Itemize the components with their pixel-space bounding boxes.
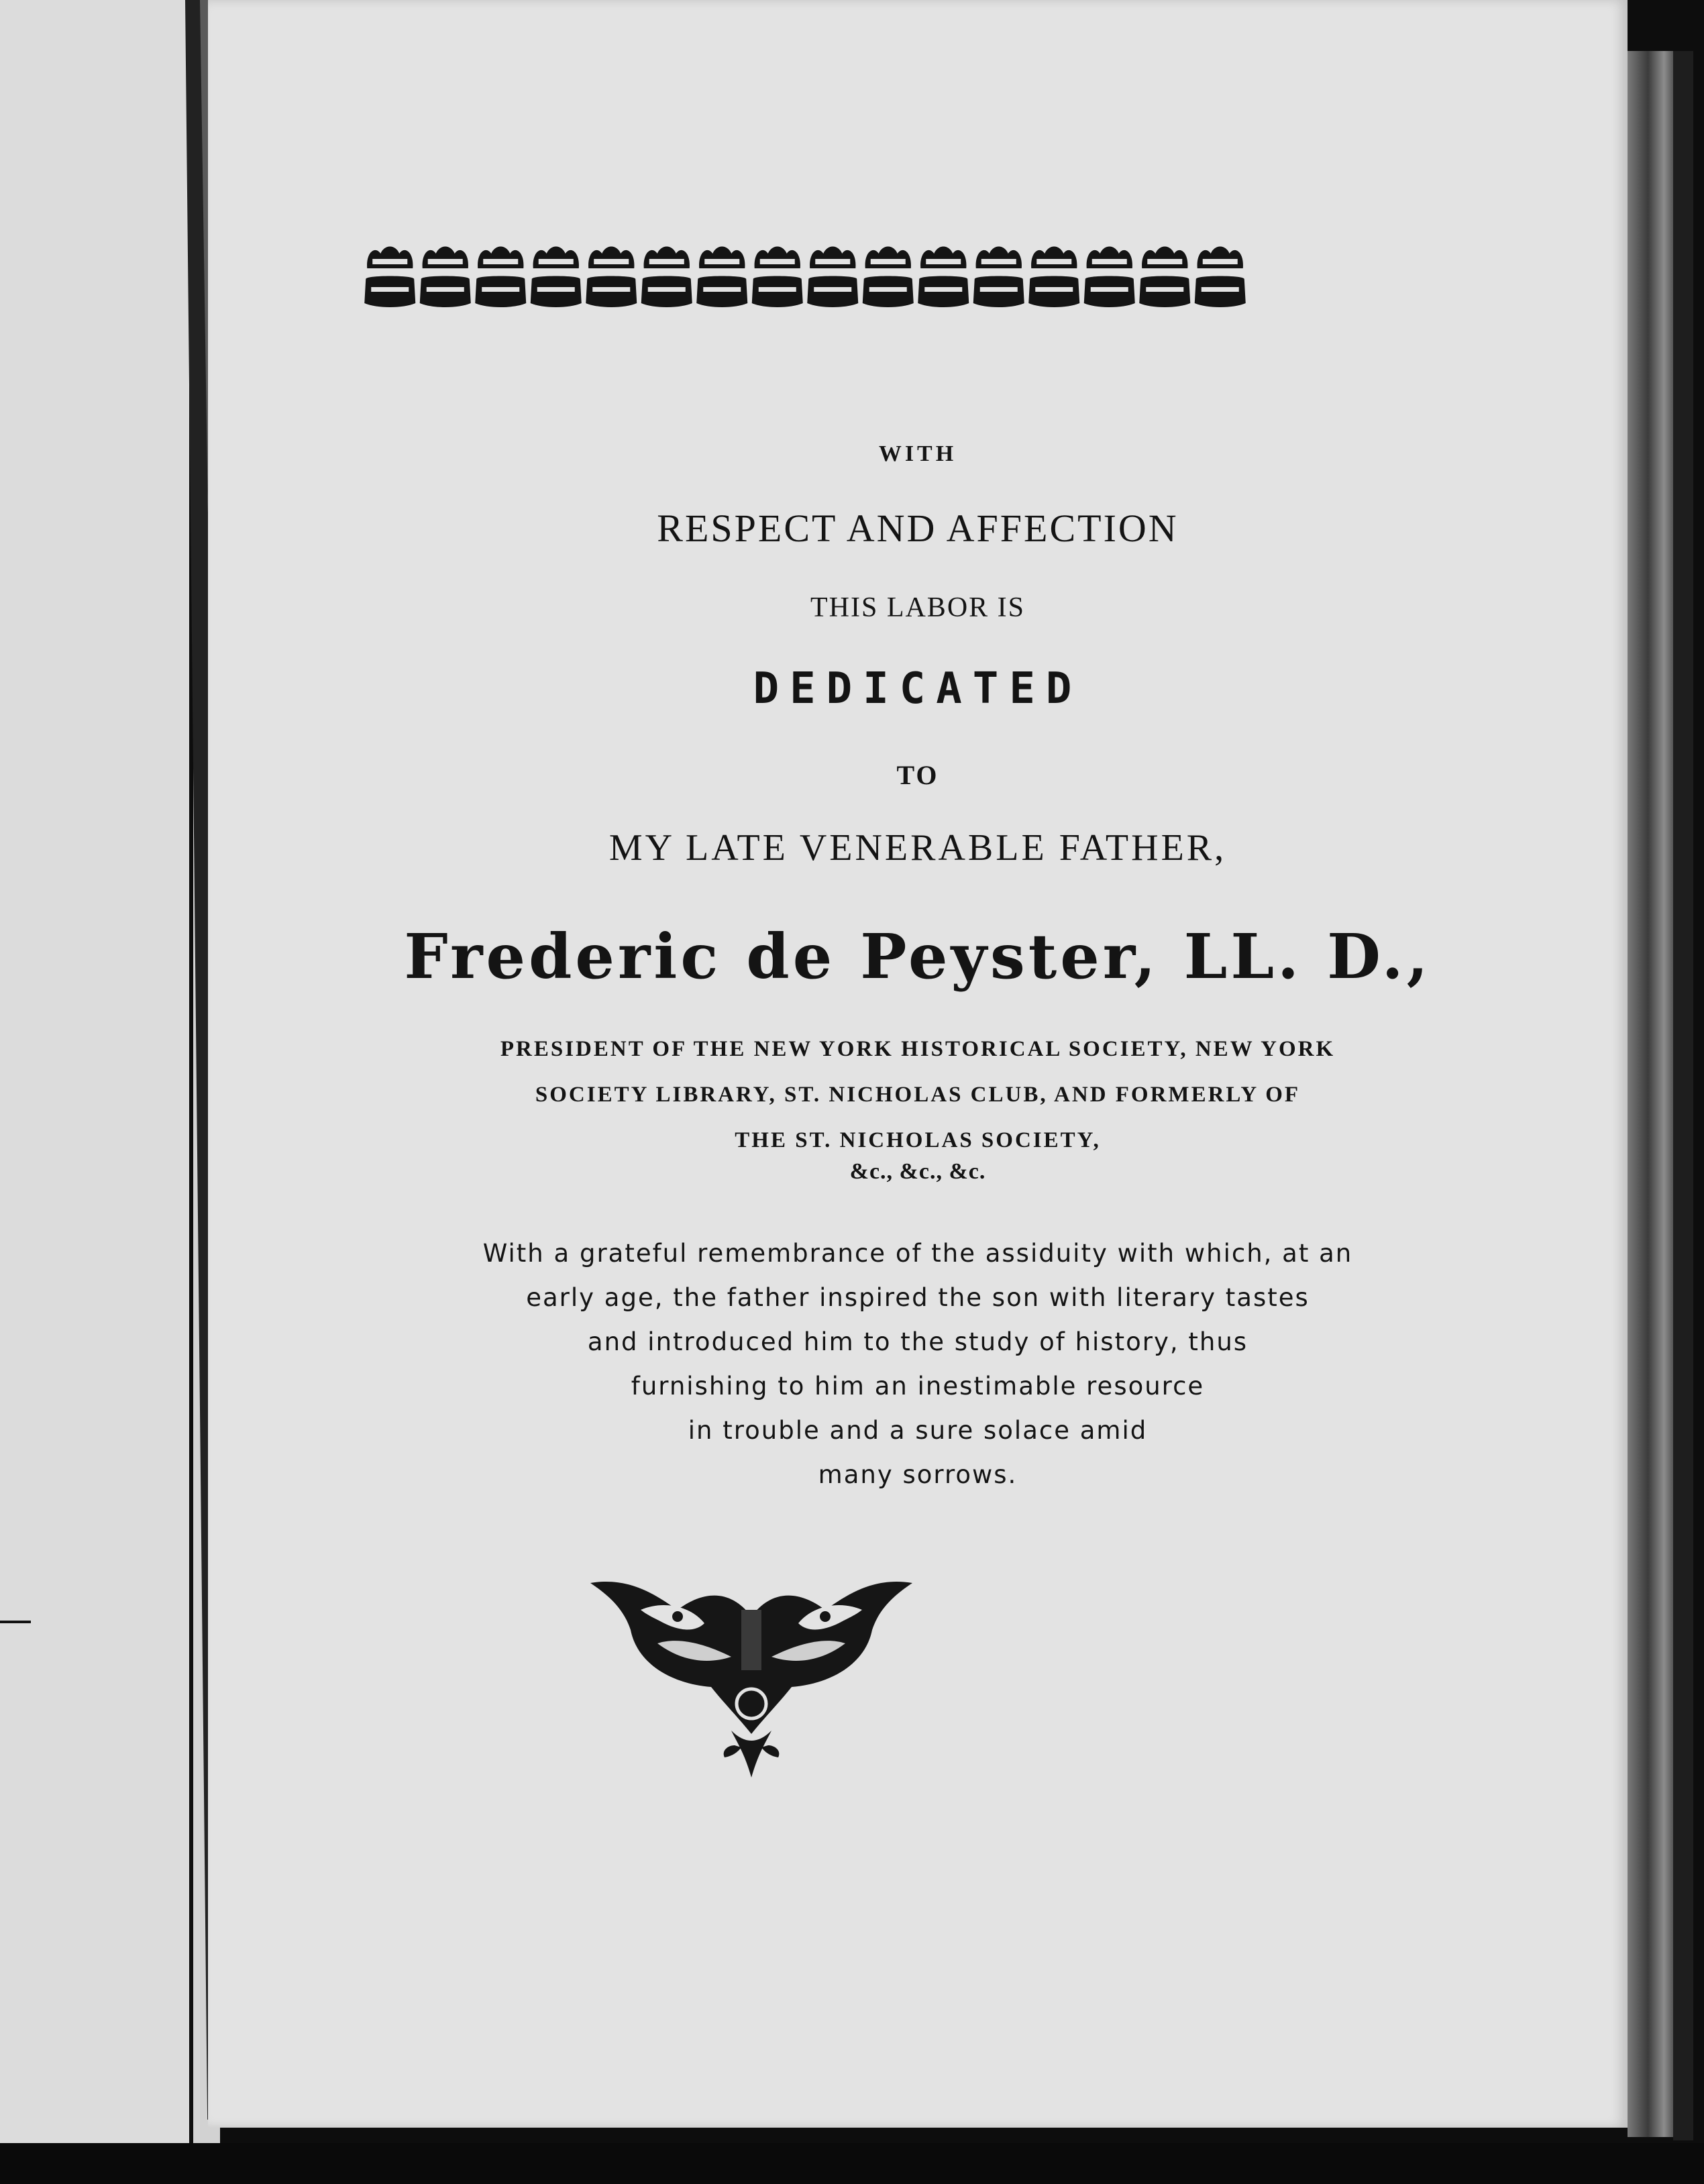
dedication-to: TO xyxy=(896,760,939,790)
crown-top-icon xyxy=(920,247,966,269)
crown-band-icon xyxy=(760,259,795,264)
crown-top-icon xyxy=(1087,247,1132,269)
titles-line: PRESIDENT OF THE NEW YORK HISTORICAL SOCIETY, NEW YORK xyxy=(500,1037,1336,1061)
left-page xyxy=(0,0,189,2143)
left-page-mark xyxy=(0,1621,31,1623)
dedication-with: WITH xyxy=(878,441,957,466)
decorative-border-icon xyxy=(362,239,1248,313)
crown-band-icon xyxy=(926,259,961,264)
crown-bottom-band-icon xyxy=(1202,287,1239,292)
crown-bottom-band-icon xyxy=(371,287,409,292)
crown-band-icon xyxy=(871,259,906,264)
crown-bottom-band-icon xyxy=(869,287,907,292)
remembrance-line: many sorrows. xyxy=(818,1460,1018,1489)
crown-bottom-band-icon xyxy=(1146,287,1183,292)
crown-band-icon xyxy=(539,259,574,264)
crown-bottom-band-icon xyxy=(980,287,1018,292)
crown-bottom-band-icon xyxy=(1035,287,1073,292)
crown-bottom-band-icon xyxy=(648,287,686,292)
crown-top-icon xyxy=(588,247,634,269)
crown-bottom-band-icon xyxy=(482,287,519,292)
crown-top-icon xyxy=(367,247,413,269)
crown-top-icon xyxy=(755,247,800,269)
crown-band-icon xyxy=(1036,259,1071,264)
remembrance-line: With a grateful remembrance of the assiduity with which, at an xyxy=(482,1239,1353,1268)
crown-band-icon xyxy=(1092,259,1127,264)
crown-band-icon xyxy=(483,259,518,264)
crown-bottom-band-icon xyxy=(1091,287,1128,292)
crown-bottom-band-icon xyxy=(759,287,796,292)
dedication-labor: THIS LABOR IS xyxy=(810,592,1026,623)
crown-bottom-band-icon xyxy=(703,287,741,292)
crown-top-icon xyxy=(423,247,468,269)
crown-top-icon xyxy=(865,247,911,269)
crown-top-icon xyxy=(810,247,855,269)
dedication-respect: RESPECT AND AFFECTION xyxy=(657,506,1179,550)
bottom-shadow xyxy=(0,2143,1704,2184)
crown-bottom-band-icon xyxy=(427,287,464,292)
remembrance-line: and introduced him to the study of history, thus xyxy=(587,1327,1248,1356)
remembrance-line: furnishing to him an inestimable resource xyxy=(631,1372,1205,1401)
crown-bottom-band-icon xyxy=(537,287,575,292)
crown-bottom-band-icon xyxy=(924,287,962,292)
remembrance-line: early age, the father inspired the son with literary tastes xyxy=(526,1283,1310,1312)
dedication-etc: &c., &c., &c. xyxy=(849,1159,986,1184)
griffin-ornament-icon xyxy=(577,1570,926,1784)
crown-top-icon xyxy=(644,247,690,269)
crown-band-icon xyxy=(981,259,1016,264)
crown-band-icon xyxy=(594,259,629,264)
crown-band-icon xyxy=(1147,259,1182,264)
dedication-remembrance xyxy=(208,1232,1628,1497)
crown-top-icon xyxy=(533,247,579,269)
crown-band-icon xyxy=(428,259,463,264)
crown-top-icon xyxy=(976,247,1022,269)
crown-band-icon xyxy=(1203,259,1238,264)
page-block-edge xyxy=(1628,51,1673,2137)
crown-top-icon xyxy=(699,247,745,269)
dedicatee-titles xyxy=(208,1026,1628,1163)
crown-band-icon xyxy=(815,259,850,264)
crown-top-icon xyxy=(1197,247,1243,269)
crown-band-icon xyxy=(704,259,739,264)
crown-top-icon xyxy=(1142,247,1187,269)
dedication-dedicated: DEDICATED xyxy=(753,664,1083,714)
dedication-late-father: MY LATE VENERABLE FATHER, xyxy=(608,827,1227,869)
crown-bottom-band-icon xyxy=(592,287,630,292)
page-block-shadow xyxy=(1673,51,1693,2140)
remembrance-line: in trouble and a sure solace amid xyxy=(688,1416,1148,1445)
crown-band-icon xyxy=(372,259,407,264)
crown-bottom-band-icon xyxy=(814,287,851,292)
titles-line: SOCIETY LIBRARY, ST. NICHOLAS CLUB, AND FORMERLY OF xyxy=(535,1083,1301,1107)
crown-top-icon xyxy=(1031,247,1077,269)
crown-band-icon xyxy=(649,259,684,264)
titles-line: THE ST. NICHOLAS SOCIETY, xyxy=(735,1128,1101,1152)
dedicatee-name: Frederic de Peyster, LL. D., xyxy=(404,920,1432,993)
crown-top-icon xyxy=(478,247,523,269)
